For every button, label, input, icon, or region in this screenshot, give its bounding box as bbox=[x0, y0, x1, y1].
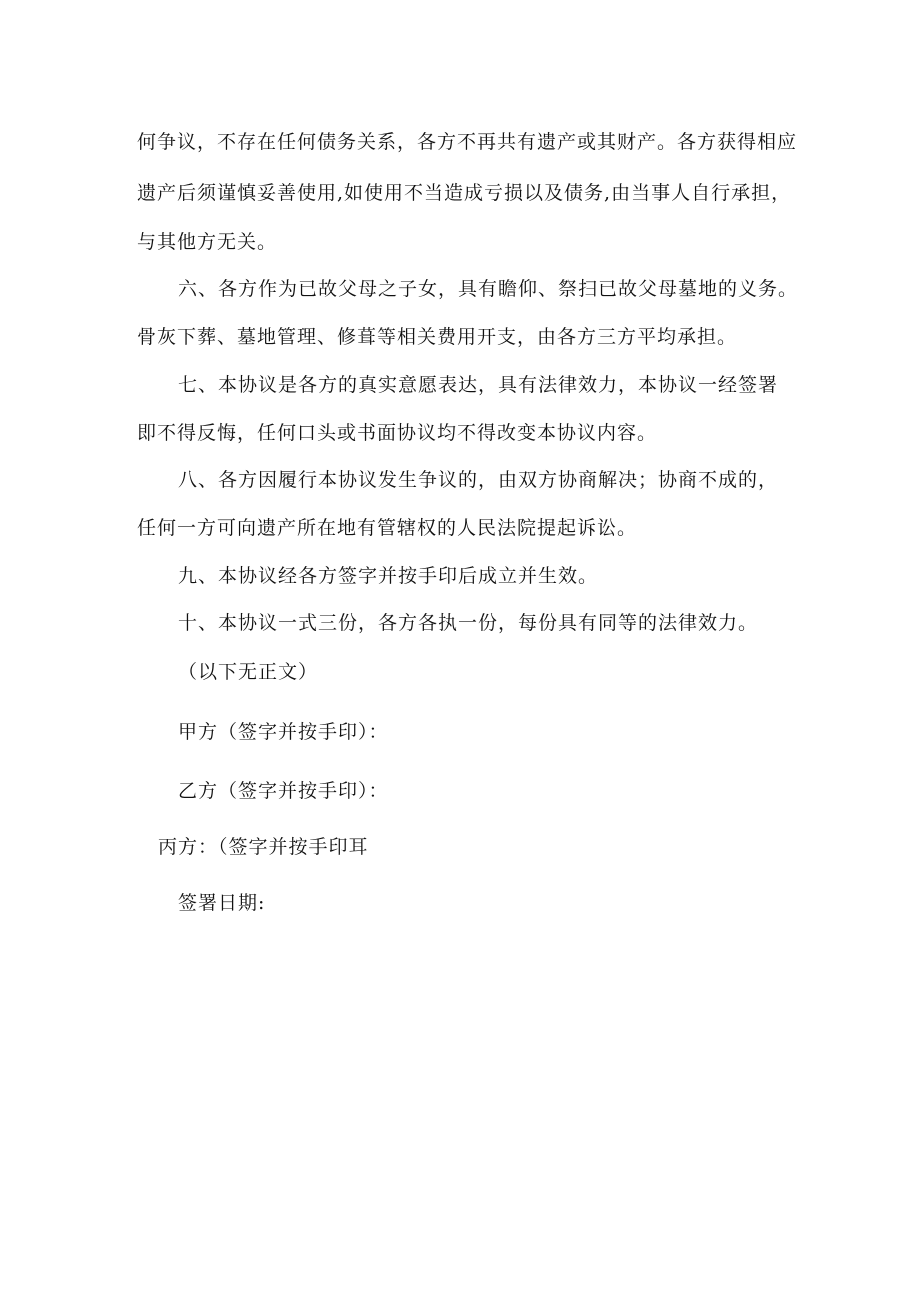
paragraph-10: 十、本协议一式三份，各方各执一份，每份具有同等的法律效力。 bbox=[178, 612, 759, 634]
paragraph-9: 九、本协议经各方签字并按手印后成立并生效。 bbox=[178, 565, 599, 587]
no-more-text-note: （以下无正文） bbox=[178, 661, 319, 683]
party-a-signature-line: 甲方（签字并按手印）： bbox=[178, 721, 389, 743]
paragraph-5-line-1: 何争议，不存在任何债务关系，各方不再共有遗产或其财产。各方获得相应 bbox=[137, 131, 798, 153]
paragraph-8-line-2: 任何一方可向遗产所在地有管辖权的人民法院提起诉讼。 bbox=[137, 517, 638, 539]
paragraph-6-line-2: 骨灰下葬、墓地管理、修葺等相关费用开支，由各方三方平均承担。 bbox=[137, 326, 738, 348]
paragraph-8-line-1: 八、各方因履行本协议发生争议的，由双方协商解决；协商不成的， bbox=[178, 469, 779, 491]
paragraph-7-line-2: 即不得反悔，任何口头或书面协议均不得改变本协议内容。 bbox=[137, 422, 658, 444]
paragraph-7-line-1: 七、本协议是各方的真实意愿表达，具有法律效力，本协议一经签署 bbox=[178, 374, 779, 396]
sign-date-label: 签署日期: bbox=[178, 892, 266, 914]
paragraph-5-line-3: 与其他方无关。 bbox=[137, 231, 278, 253]
party-b-signature-line: 乙方（签字并按手印）： bbox=[178, 780, 389, 802]
party-c-signature-line: 丙方：（签字并按手印耳 bbox=[158, 836, 369, 858]
paragraph-6-line-1: 六、各方作为已故父母之子女，具有瞻仰、祭扫已故父母墓地的义务。 bbox=[178, 278, 799, 300]
paragraph-5-line-2: 遗产后须谨慎妥善使用,如使用不当造成亏损以及债务,由当事人自行承担， bbox=[137, 182, 792, 204]
